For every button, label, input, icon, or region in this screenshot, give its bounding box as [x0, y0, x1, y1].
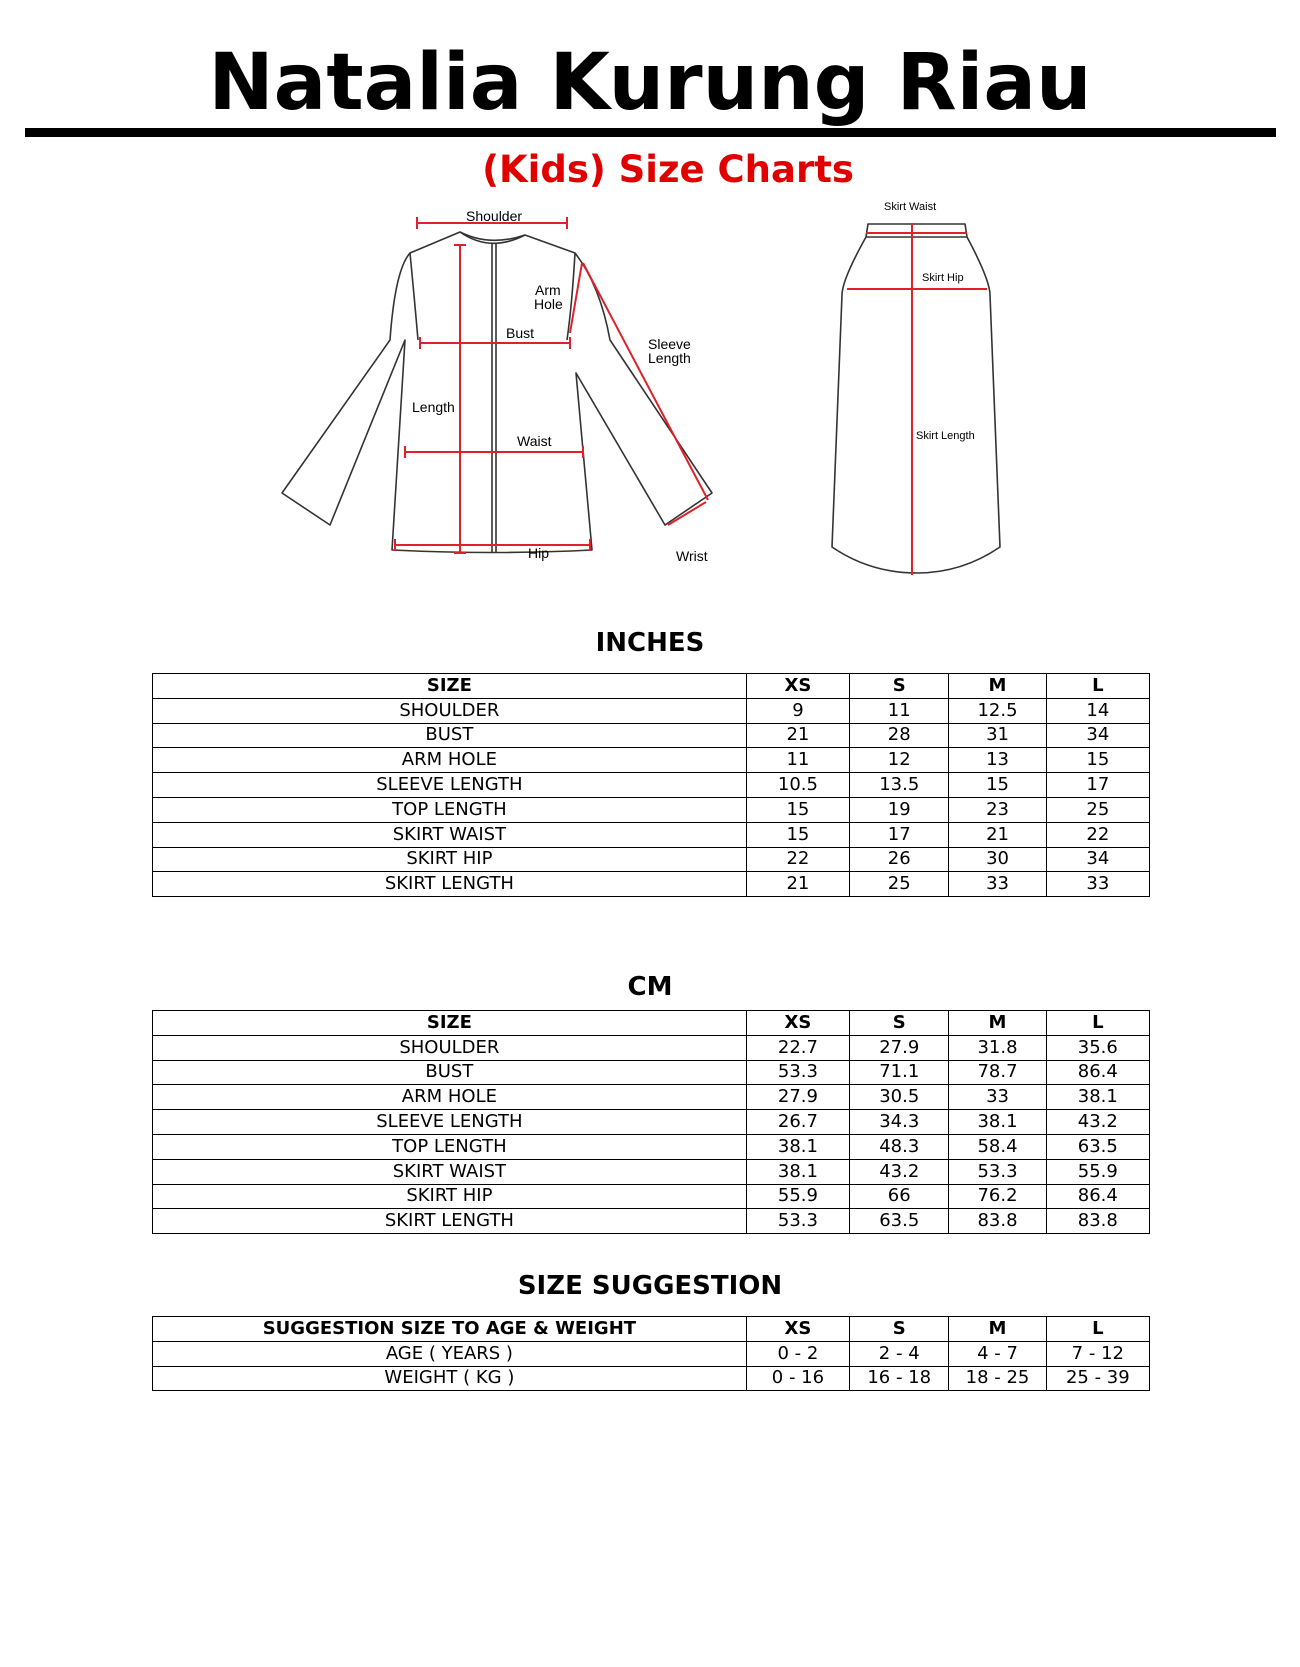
table-row: [153, 723, 1150, 748]
label-hole: Hole: [534, 296, 563, 312]
header-l: L: [1046, 1317, 1149, 1342]
row-label: SLEEVE LENGTH: [153, 1110, 747, 1135]
table-cell: 55.9: [1046, 1159, 1149, 1184]
table-cell: 30: [949, 847, 1046, 872]
page-subtitle: (Kids) Size Charts: [482, 148, 854, 191]
table-row: [153, 773, 1150, 798]
table-cell: 53.3: [746, 1209, 849, 1234]
table-cell: 53.3: [949, 1159, 1046, 1184]
table-cell: 14: [1046, 698, 1149, 723]
label-arm: Arm: [535, 282, 561, 298]
table-cell: 11: [746, 748, 849, 773]
label-shoulder: Shoulder: [466, 208, 523, 224]
label-skirt-hip: Skirt Hip: [922, 272, 964, 284]
table-cell: 63.5: [850, 1209, 949, 1234]
row-label: TOP LENGTH: [153, 1134, 747, 1159]
table-cell: 25: [1046, 797, 1149, 822]
label-wrist: Wrist: [676, 548, 708, 564]
inches-table: [152, 673, 1150, 897]
table-cell: 38.1: [1046, 1085, 1149, 1110]
table-cell: 15: [746, 797, 849, 822]
table-cell: 19: [850, 797, 949, 822]
table-header-row: [153, 1317, 1150, 1342]
header-s: S: [850, 1317, 949, 1342]
table-cell: 31.8: [949, 1035, 1046, 1060]
table-header-row: [153, 674, 1150, 699]
table-row: [153, 1134, 1150, 1159]
table-row: [153, 1060, 1150, 1085]
label-hip: Hip: [528, 545, 550, 561]
table-cell: 0 - 16: [746, 1366, 849, 1391]
label-sleeve: Sleeve: [648, 336, 691, 352]
table-cell: 26: [850, 847, 949, 872]
table-cell: 78.7: [949, 1060, 1046, 1085]
header-size: SIZE: [153, 1011, 747, 1036]
table-cell: 4 - 7: [949, 1341, 1046, 1366]
table-row: [153, 872, 1150, 897]
table-row: [153, 1159, 1150, 1184]
table-cell: 22: [746, 847, 849, 872]
top-garment-outline: [282, 232, 712, 553]
table-cell: 12.5: [949, 698, 1046, 723]
label-skirt-waist: Skirt Waist: [884, 201, 937, 213]
header-size: SIZE: [153, 674, 747, 699]
table-cell: 71.1: [850, 1060, 949, 1085]
table-row: [153, 822, 1150, 847]
label-sleeve-length: Length: [648, 350, 691, 366]
table-cell: 21: [949, 822, 1046, 847]
measurement-diagram: [0, 195, 1300, 615]
table-row: [153, 1085, 1150, 1110]
table-cell: 35.6: [1046, 1035, 1149, 1060]
table-cell: 7 - 12: [1046, 1341, 1149, 1366]
table-cell: 53.3: [746, 1060, 849, 1085]
page-title: Natalia Kurung Riau: [208, 38, 1092, 128]
table-header-row: [153, 1011, 1150, 1036]
table-cell: 28: [850, 723, 949, 748]
table-row: [153, 847, 1150, 872]
table-cell: 33: [949, 1085, 1046, 1110]
header-l: L: [1046, 674, 1149, 699]
row-label: TOP LENGTH: [153, 797, 747, 822]
table-row: [153, 1209, 1150, 1234]
table-cell: 55.9: [746, 1184, 849, 1209]
header-m: M: [949, 1011, 1046, 1036]
table-cell: 30.5: [850, 1085, 949, 1110]
table-cell: 13.5: [850, 773, 949, 798]
table-cell: 83.8: [949, 1209, 1046, 1234]
table-cell: 2 - 4: [850, 1341, 949, 1366]
row-label: WEIGHT ( KG ): [153, 1366, 747, 1391]
table-cell: 27.9: [850, 1035, 949, 1060]
table-row: [153, 1035, 1150, 1060]
table-cell: 12: [850, 748, 949, 773]
top-measure-lines: [395, 217, 708, 553]
header-m: M: [949, 674, 1046, 699]
table-cell: 48.3: [850, 1134, 949, 1159]
table-cell: 18 - 25: [949, 1366, 1046, 1391]
table-cell: 27.9: [746, 1085, 849, 1110]
row-label: AGE ( YEARS ): [153, 1341, 747, 1366]
table-row: [153, 1366, 1150, 1391]
skirt-outline: [832, 224, 1000, 573]
table-cell: 22.7: [746, 1035, 849, 1060]
header-s: S: [850, 674, 949, 699]
table-cell: 21: [746, 723, 849, 748]
table-cell: 25 - 39: [1046, 1366, 1149, 1391]
header-suggestion: SUGGESTION SIZE TO AGE & WEIGHT: [153, 1317, 747, 1342]
suggestion-table: [152, 1316, 1150, 1391]
row-label: BUST: [153, 723, 747, 748]
table-cell: 43.2: [850, 1159, 949, 1184]
row-label: SKIRT HIP: [153, 847, 747, 872]
inches-title: INCHES: [595, 628, 705, 658]
table-row: [153, 1110, 1150, 1135]
row-label: SKIRT WAIST: [153, 1159, 747, 1184]
table-cell: 31: [949, 723, 1046, 748]
header-xs: XS: [746, 674, 849, 699]
header-s: S: [850, 1011, 949, 1036]
table-cell: 34: [1046, 847, 1149, 872]
table-row: [153, 1184, 1150, 1209]
row-label: SKIRT LENGTH: [153, 872, 747, 897]
title-divider: [25, 128, 1276, 137]
table-cell: 23: [949, 797, 1046, 822]
suggestion-title: SIZE SUGGESTION: [517, 1271, 783, 1301]
table-cell: 66: [850, 1184, 949, 1209]
table-cell: 17: [1046, 773, 1149, 798]
label-skirt-length: Skirt Length: [916, 430, 975, 442]
table-cell: 15: [746, 822, 849, 847]
table-cell: 22: [1046, 822, 1149, 847]
table-cell: 86.4: [1046, 1060, 1149, 1085]
table-row: [153, 1341, 1150, 1366]
row-label: SHOULDER: [153, 1035, 747, 1060]
header-m: M: [949, 1317, 1046, 1342]
table-cell: 13: [949, 748, 1046, 773]
label-bust: Bust: [506, 325, 535, 341]
table-cell: 63.5: [1046, 1134, 1149, 1159]
table-cell: 15: [949, 773, 1046, 798]
table-cell: 33: [949, 872, 1046, 897]
label-waist: Waist: [517, 433, 552, 449]
skirt-measure-lines: [847, 223, 987, 575]
row-label: SKIRT HIP: [153, 1184, 747, 1209]
table-cell: 0 - 2: [746, 1341, 849, 1366]
table-cell: 58.4: [949, 1134, 1046, 1159]
table-cell: 34: [1046, 723, 1149, 748]
cm-table: [152, 1010, 1150, 1234]
table-cell: 11: [850, 698, 949, 723]
cm-title: CM: [627, 972, 673, 1002]
table-cell: 43.2: [1046, 1110, 1149, 1135]
row-label: SLEEVE LENGTH: [153, 773, 747, 798]
table-cell: 25: [850, 872, 949, 897]
header-xs: XS: [746, 1317, 849, 1342]
label-length: Length: [412, 399, 455, 415]
row-label: SKIRT WAIST: [153, 822, 747, 847]
table-cell: 38.1: [746, 1159, 849, 1184]
row-label: ARM HOLE: [153, 1085, 747, 1110]
table-cell: 76.2: [949, 1184, 1046, 1209]
table-cell: 38.1: [949, 1110, 1046, 1135]
table-cell: 33: [1046, 872, 1149, 897]
table-cell: 21: [746, 872, 849, 897]
table-cell: 86.4: [1046, 1184, 1149, 1209]
table-row: [153, 797, 1150, 822]
header-xs: XS: [746, 1011, 849, 1036]
table-cell: 10.5: [746, 773, 849, 798]
table-cell: 34.3: [850, 1110, 949, 1135]
table-cell: 26.7: [746, 1110, 849, 1135]
row-label: SKIRT LENGTH: [153, 1209, 747, 1234]
header-l: L: [1046, 1011, 1149, 1036]
row-label: BUST: [153, 1060, 747, 1085]
table-cell: 9: [746, 698, 849, 723]
top-measure-labels: [412, 208, 708, 564]
table-row: [153, 698, 1150, 723]
table-cell: 15: [1046, 748, 1149, 773]
table-row: [153, 748, 1150, 773]
table-cell: 16 - 18: [850, 1366, 949, 1391]
table-cell: 38.1: [746, 1134, 849, 1159]
row-label: SHOULDER: [153, 698, 747, 723]
table-cell: 83.8: [1046, 1209, 1149, 1234]
table-cell: 17: [850, 822, 949, 847]
row-label: ARM HOLE: [153, 748, 747, 773]
